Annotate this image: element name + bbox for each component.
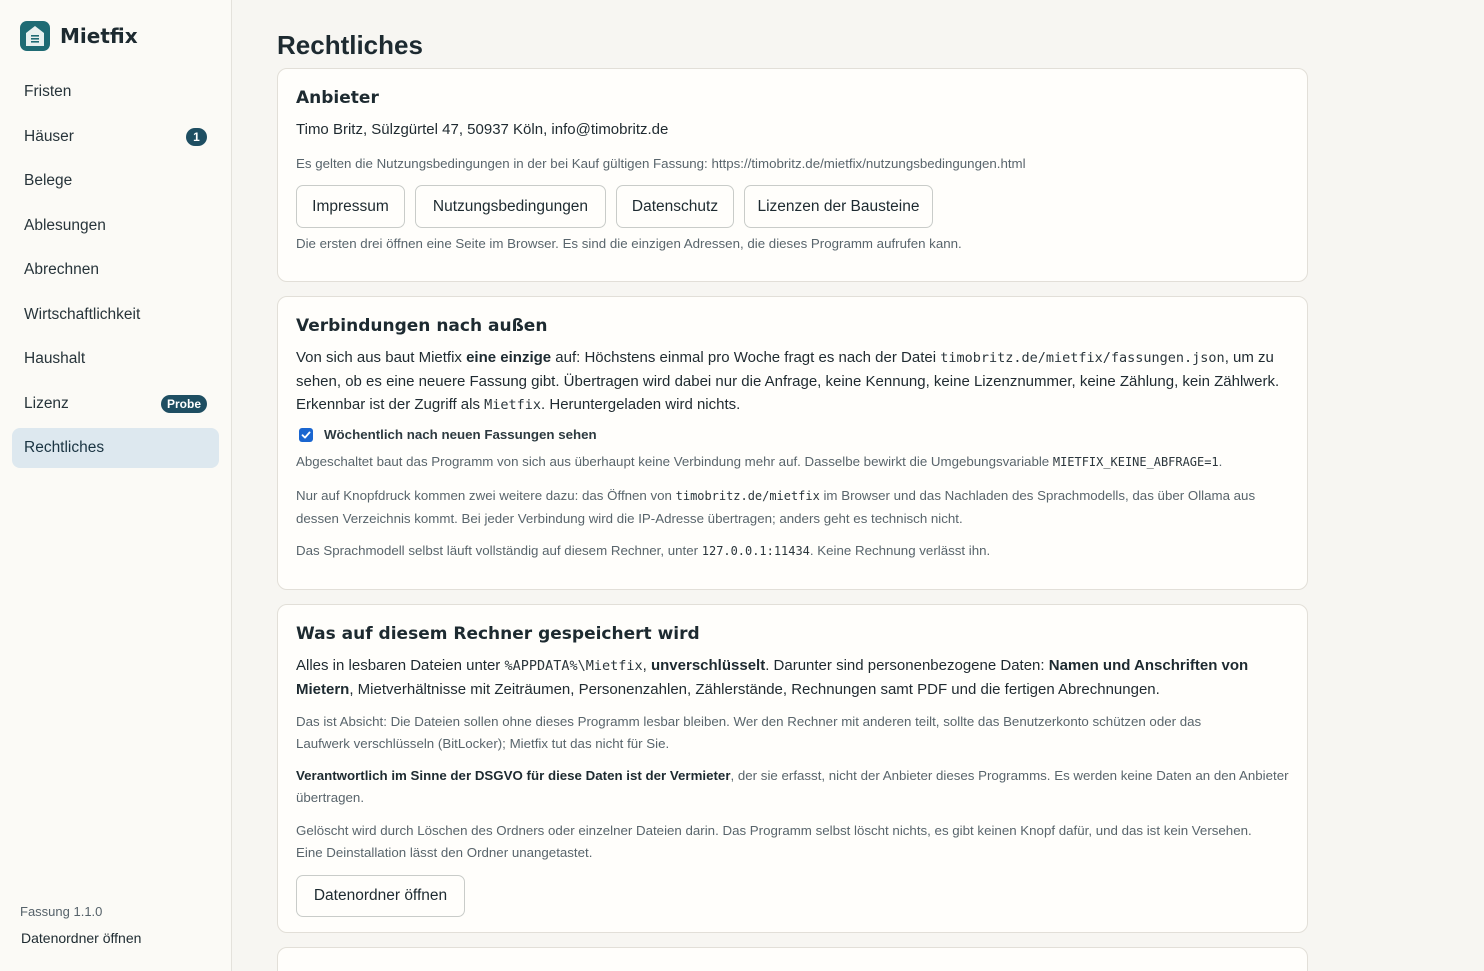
sidebar-item-lizenz[interactable] [12, 384, 219, 424]
button-connections-note: Nur auf Knopfdruck kommen zwei weitere dazu: das Öffnen von timobritz.de/mietfix im Browser und das Nachladen des Sprachmodells, das über Ollama aus dessen Verzeichnis kommt. Bei jeder Verbindung wird die IP-Adresse übertragen; anders geht es technisch nicht. [296, 488, 1256, 526]
sidebar-item-label: Fristen [24, 83, 72, 100]
checkmark-icon [301, 430, 311, 440]
sidebar-item-label: Lizenz [24, 394, 69, 412]
sidebar-nav [12, 72, 219, 473]
storage-card [277, 604, 1308, 933]
terms-button[interactable]: Nutzungsbedingungen [415, 185, 606, 228]
storage-paragraph: Alles in lesbaren Dateien unter %APPDATA%\Mietfix, unverschlüsselt. Darunter sind personenbezogene Daten: Namen und Anschriften von Mietern, Mietverhältnisse mit Zeiträumen, Personenzahlen, Zählerstände, Rechnungen samt PDF und die fertigen Abrechnungen. [296, 657, 1249, 698]
connections-card [277, 296, 1308, 590]
sidebar-item-label: Abrechnen [24, 261, 99, 278]
provider-address: Timo Britz, Sülzgürtel 47, 50937 Köln, info@timobritz.de [296, 121, 669, 138]
card-title: Verbindungen nach außen [296, 316, 548, 336]
card-title: Was auf diesem Rechner gespeichert wird [296, 624, 700, 644]
sidebar-item-label: Rechtliches [24, 439, 105, 456]
sidebar-item-ablesungen[interactable] [12, 206, 219, 246]
impressum-button[interactable]: Impressum [296, 185, 405, 228]
sidebar-item-rechtliches[interactable] [12, 428, 219, 468]
sidebar-item-label: Belege [24, 172, 73, 189]
terms-note: Es gelten die Nutzungsbedingungen in der bei Kauf gültigen Fassung: https://timobritz.de/mietfix/nutzungsbedingungen.html [296, 156, 1026, 171]
deletion-note: Gelöscht wird durch Löschen des Ordners oder einzelner Dateien darin. Das Programm selbst löscht nichts, es gibt keinen Knopf dafür, und das ist kein Versehen. Eine Deinstallation lässt den Ordner unangetastet. [296, 823, 1252, 860]
house-document-icon [20, 21, 50, 51]
provider-card [277, 68, 1308, 282]
sidebar-item-haushalt[interactable] [12, 339, 219, 379]
weekly-check-row[interactable] [299, 427, 597, 442]
sidebar-item-fristen[interactable] [12, 72, 219, 112]
weekly-check-label[interactable]: Wöchentlich nach neuen Fassungen sehen [324, 427, 597, 442]
licenses-button[interactable]: Lizenzen der Bausteine [744, 185, 933, 228]
sidebar-item-label: Wirtschaftlichkeit [24, 305, 141, 323]
next-card [277, 947, 1308, 971]
open-data-folder-button[interactable]: Datenordner öffnen [296, 875, 465, 917]
version-label: Fassung 1.1.0 [20, 904, 103, 919]
sidebar-item-label: Haushalt [24, 350, 86, 367]
sidebar-item-haeuser[interactable] [12, 117, 219, 157]
card-title: Anbieter [296, 88, 379, 108]
privacy-button[interactable]: Datenschutz [616, 185, 734, 228]
local-model-note: Das Sprachmodell selbst läuft vollständig auf diesem Rechner, unter 127.0.0.1:11434. Keine Rechnung verlässt ihn. [296, 543, 991, 558]
weekly-check-checkbox[interactable] [299, 428, 313, 442]
intent-note: Das ist Absicht: Die Dateien sollen ohne dieses Programm lesbar bleiben. Wer den Rechner mit anderen teilt, sollte das Benutzerkonto schützen oder das Laufwerk verschlüsseln (BitLocker); Mietfix tut das nicht für Sie. [296, 714, 1202, 751]
open-data-folder-link[interactable]: Datenordner öffnen [21, 930, 142, 946]
connections-paragraph: Von sich aus baut Mietfix eine einzige auf: Höchstens einmal pro Woche fragt es nach der Datei timobritz.de/mietfix/fassungen.json, um zu sehen, ob es eine neuere Fassung gibt. Übertragen wird dabei nur die Anfrage, keine Kennung, keine Lizenznummer, keine Zählung, kein Zählwerk. Erkennbar ist der Zugriff als Mietfix. Heruntergeladen wird nichts. [296, 349, 1280, 413]
disabled-note: Abgeschaltet baut das Programm von sich aus überhaupt keine Verbindung mehr auf. Dasselbe bewirkt die Umgebungsvariable MIETFIX_KEINE_ABFRAGE=1. [296, 454, 1223, 469]
sidebar-item-label: Häuser [24, 127, 74, 145]
buttons-note: Die ersten drei öffnen eine Seite im Browser. Es sind die einzigen Adressen, die dieses Programm aufrufen kann. [296, 236, 962, 251]
sidebar-item-wirtschaftlichkeit[interactable] [12, 295, 219, 335]
status-badge: Probe [161, 395, 207, 413]
sidebar-item-abrechnen[interactable] [12, 250, 219, 290]
sidebar [0, 0, 232, 971]
page-title: Rechtliches [277, 30, 423, 60]
brand[interactable] [20, 21, 138, 51]
sidebar-item-belege[interactable] [12, 161, 219, 201]
sidebar-item-label: Ablesungen [24, 216, 106, 234]
gdpr-note: Verantwortlich im Sinne der DSGVO für diese Daten ist der Vermieter, der sie erfasst, nicht der Anbieter dieses Programms. Es werden keine Daten an den Anbieter übertragen. [296, 768, 1289, 805]
app-name: Mietfix [60, 24, 138, 48]
count-badge: 1 [186, 128, 207, 146]
